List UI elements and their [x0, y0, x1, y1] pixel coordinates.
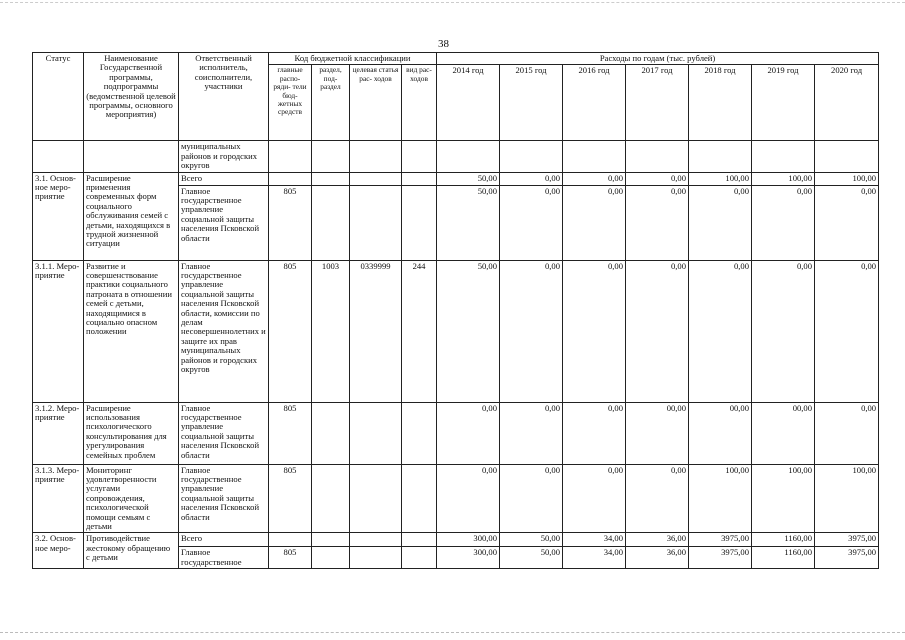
cell-rzpr — [312, 547, 350, 569]
cell-2019: 00,00 — [752, 402, 815, 464]
cell-status — [33, 141, 84, 172]
cell-2014: 50,00 — [437, 172, 500, 185]
cell-2020: 3975,00 — [815, 533, 879, 547]
header-budget-code: Код бюджетной классификации — [269, 53, 437, 65]
cell-csr — [350, 185, 402, 260]
cell-vr — [402, 185, 437, 260]
cell-2019: 100,00 — [752, 464, 815, 533]
cell-2014 — [437, 141, 500, 172]
cell-2020: 0,00 — [815, 260, 879, 402]
cell-vr — [402, 402, 437, 464]
cell-2016: 34,00 — [563, 533, 626, 547]
cell-2017: 36,00 — [626, 533, 689, 547]
cell-2017: 0,00 — [626, 185, 689, 260]
cell-2016 — [563, 141, 626, 172]
cell-grbs: 805 — [269, 464, 312, 533]
cell-grbs — [269, 141, 312, 172]
cell-grbs: 805 — [269, 402, 312, 464]
cell-status: 3.1.2. Меро- приятие — [33, 402, 84, 464]
header-year-2020: 2020 год — [815, 65, 879, 141]
cell-2020: 100,00 — [815, 464, 879, 533]
cell-2015: 0,00 — [500, 464, 563, 533]
cell-name — [84, 141, 179, 172]
cell-vr: 244 — [402, 260, 437, 402]
cell-grbs: 805 — [269, 547, 312, 569]
cell-status: 3.2. Основ- ное меро- — [33, 533, 84, 569]
cell-2014: 300,00 — [437, 533, 500, 547]
cell-responsible: Всего — [179, 172, 269, 185]
cell-2018: 3975,00 — [689, 547, 752, 569]
cell-csr — [350, 141, 402, 172]
cell-2017: 00,00 — [626, 402, 689, 464]
cell-grbs — [269, 533, 312, 547]
table-row — [33, 533, 879, 547]
cell-2019 — [752, 141, 815, 172]
table-row — [33, 464, 879, 533]
cell-2019: 0,00 — [752, 260, 815, 402]
header-year-2017: 2017 год — [626, 65, 689, 141]
cell-csr: 0339999 — [350, 260, 402, 402]
cell-2015: 50,00 — [500, 547, 563, 569]
cell-2020: 0,00 — [815, 185, 879, 260]
cell-name: Развитие и совершенствование практики социального патроната в отношении семей с детьми, находящимися в социально опасном положении — [84, 260, 179, 402]
cell-rzpr — [312, 185, 350, 260]
header-responsible: Ответственный исполнитель, соисполнители, участники — [179, 53, 269, 141]
cell-2016: 0,00 — [563, 260, 626, 402]
cell-2018 — [689, 141, 752, 172]
cell-name: Расширение использования психологического консультирования для урегулирования семейных проблем — [84, 402, 179, 464]
cell-vr — [402, 172, 437, 185]
cell-2014: 50,00 — [437, 185, 500, 260]
cell-csr — [350, 402, 402, 464]
cell-2018: 100,00 — [689, 172, 752, 185]
cell-responsible: Главное государственное управление социальной защиты населения Псковской области, комиссии по делам несовершеннолетних и защите их прав муниципальных районов и городских округов — [179, 260, 269, 402]
cell-2016: 0,00 — [563, 185, 626, 260]
cell-responsible: муниципальных районов и городских округов — [179, 141, 269, 172]
cell-responsible: Главное государственное управление социальной защиты населения Псковской области — [179, 402, 269, 464]
cell-rzpr — [312, 402, 350, 464]
cell-responsible: Главное государственное управление социальной защиты населения Псковской области — [179, 464, 269, 533]
cell-2018: 100,00 — [689, 464, 752, 533]
cell-2017 — [626, 141, 689, 172]
table-row — [33, 141, 879, 172]
cell-vr — [402, 547, 437, 569]
cell-grbs: 805 — [269, 260, 312, 402]
cell-2020: 3975,00 — [815, 547, 879, 569]
cell-2015: 50,00 — [500, 533, 563, 547]
header-rzpr: раздел, под- раздел — [312, 65, 350, 141]
cell-2020: 0,00 — [815, 402, 879, 464]
cell-2014: 0,00 — [437, 402, 500, 464]
header-year-2018: 2018 год — [689, 65, 752, 141]
cell-name: Мониторинг удовлетворенности услугами сопровождения, психологической помощи семьям с детьми — [84, 464, 179, 533]
cell-2019: 100,00 — [752, 172, 815, 185]
cell-name: Расширение применения современных форм социального обслуживания семей с детьми, находящихся в трудной жизненной ситуации — [84, 172, 179, 260]
table-row — [33, 260, 879, 402]
cell-2018: 00,00 — [689, 402, 752, 464]
cell-csr — [350, 533, 402, 547]
header-grbs: главные распо- ряди- тели бюд- жетных средств — [269, 65, 312, 141]
header-csr: целевая статья рас- ходов — [350, 65, 402, 141]
cell-2020: 100,00 — [815, 172, 879, 185]
cell-responsible: Всего — [179, 533, 269, 547]
cell-2016: 0,00 — [563, 172, 626, 185]
cell-2018: 0,00 — [689, 185, 752, 260]
cell-2017: 0,00 — [626, 464, 689, 533]
scan-top-edge — [0, 2, 905, 3]
cell-2019: 1160,00 — [752, 533, 815, 547]
cell-rzpr — [312, 464, 350, 533]
header-year-2016: 2016 год — [563, 65, 626, 141]
cell-2018: 0,00 — [689, 260, 752, 402]
header-year-2019: 2019 год — [752, 65, 815, 141]
cell-2014: 300,00 — [437, 547, 500, 569]
cell-rzpr: 1003 — [312, 260, 350, 402]
cell-2016: 34,00 — [563, 547, 626, 569]
header-row-1 — [33, 53, 879, 65]
cell-status: 3.1. Основ- ное меро- приятие — [33, 172, 84, 260]
cell-csr — [350, 464, 402, 533]
cell-grbs: 805 — [269, 185, 312, 260]
cell-vr — [402, 533, 437, 547]
cell-status: 3.1.3. Меро- приятие — [33, 464, 84, 533]
cell-2018: 3975,00 — [689, 533, 752, 547]
cell-vr — [402, 464, 437, 533]
page-number: 38 — [438, 38, 449, 50]
cell-2015: 0,00 — [500, 260, 563, 402]
scan-bottom-edge — [0, 632, 905, 633]
cell-grbs — [269, 172, 312, 185]
cell-2019: 1160,00 — [752, 547, 815, 569]
cell-2019: 0,00 — [752, 185, 815, 260]
header-vr: вид рас- ходов — [402, 65, 437, 141]
cell-csr — [350, 172, 402, 185]
cell-responsible: Главное государственное — [179, 547, 269, 569]
cell-2016: 0,00 — [563, 402, 626, 464]
cell-2017: 36,00 — [626, 547, 689, 569]
cell-2017: 0,00 — [626, 172, 689, 185]
header-name: Наименование Государственной программы, подпрограммы (ведомственной целевой программы, основного мероприятия) — [84, 53, 179, 141]
header-expenses: Расходы по годам (тыс. рублей) — [437, 53, 879, 65]
cell-csr — [350, 547, 402, 569]
cell-name: Противодействие жестокому обращению с детьми — [84, 533, 179, 569]
header-year-2014: 2014 год — [437, 65, 500, 141]
cell-status: 3.1.1. Меро- приятие — [33, 260, 84, 402]
cell-2016: 0,00 — [563, 464, 626, 533]
budget-table — [32, 52, 879, 569]
table-row — [33, 402, 879, 464]
header-year-2015: 2015 год — [500, 65, 563, 141]
cell-2020 — [815, 141, 879, 172]
cell-2015: 0,00 — [500, 185, 563, 260]
cell-vr — [402, 141, 437, 172]
header-status: Статус — [33, 53, 84, 141]
cell-rzpr — [312, 141, 350, 172]
cell-rzpr — [312, 172, 350, 185]
cell-responsible: Главное государственное управление социальной защиты населения Псковской области — [179, 185, 269, 260]
cell-2014: 50,00 — [437, 260, 500, 402]
table-row — [33, 172, 879, 185]
cell-2015: 0,00 — [500, 402, 563, 464]
cell-2017: 0,00 — [626, 260, 689, 402]
cell-rzpr — [312, 533, 350, 547]
cell-2015: 0,00 — [500, 172, 563, 185]
cell-2015 — [500, 141, 563, 172]
cell-2014: 0,00 — [437, 464, 500, 533]
